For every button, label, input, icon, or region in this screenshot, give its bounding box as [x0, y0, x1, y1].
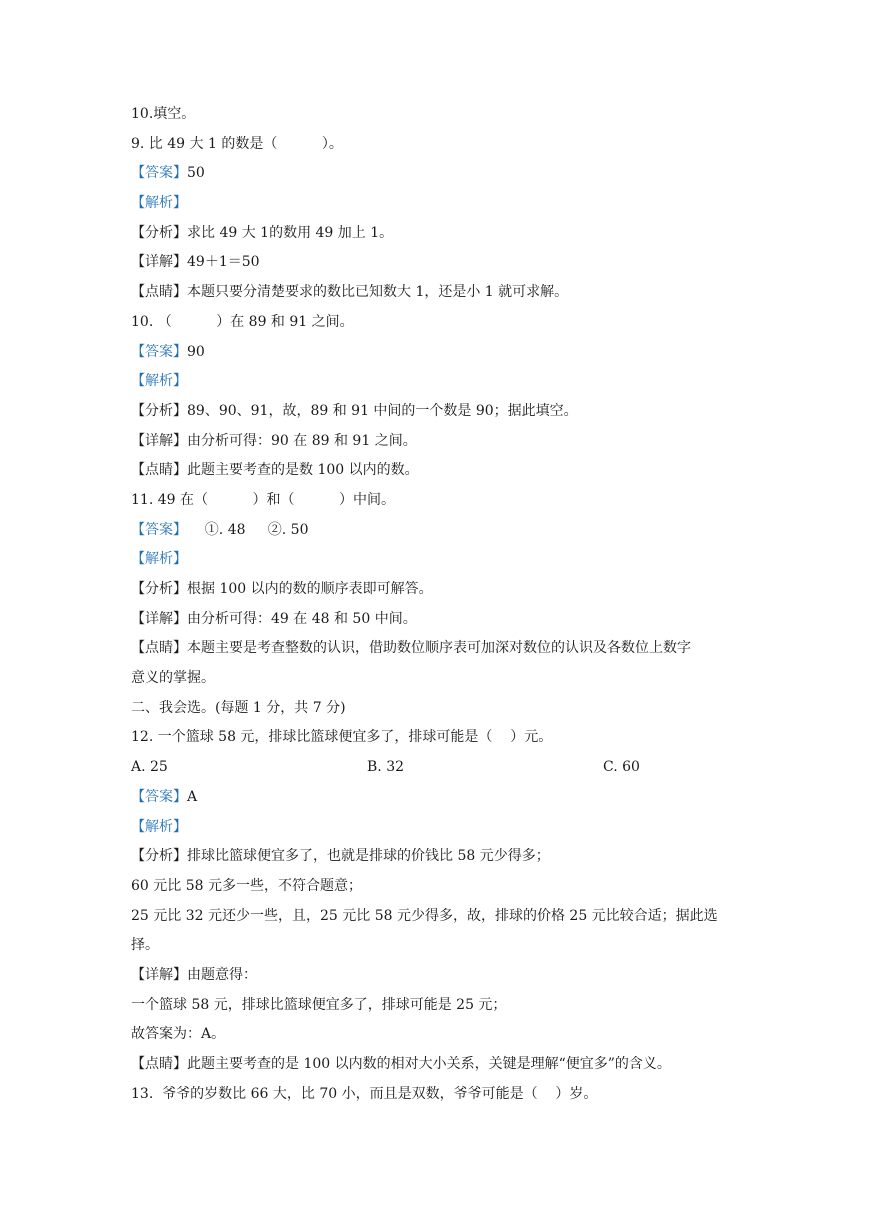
line-text: 【分析】根据 100 以内的数的顺序表即可解答。: [131, 581, 433, 597]
text-line: [131, 130, 751, 160]
line-text: 50: [187, 165, 205, 182]
line-text: 【点睛】本题主要是考查整数的认识，借助数位顺序表可加深对数位的认识及各数位上数字: [131, 640, 691, 657]
line-text: A: [187, 788, 198, 805]
document-page: [131, 100, 751, 1109]
text-line: [131, 842, 751, 872]
answer-option: A. 25: [131, 759, 168, 776]
text-line: [131, 664, 751, 694]
text-line: [131, 605, 751, 635]
line-text: 11. 49 在（ ）和（ ）中间。: [131, 491, 395, 508]
line-text: 一个篮球 58 元，排球比篮球便宜多了，排球可能是 25 元；: [131, 996, 507, 1013]
line-text: 12. 一个篮球 58 元，排球比篮球便宜多了，排球可能是（ ）元。: [131, 729, 553, 746]
text-line: [131, 278, 751, 308]
line-text: 【详解】49＋1＝50: [131, 254, 260, 271]
line-text: 90: [187, 343, 205, 360]
text-line: [131, 308, 751, 338]
line-text: 【点睛】此题主要考查的是 100 以内数的相对大小关系，关键是理解“便宜多”的含义。: [131, 1056, 671, 1072]
answer-options: [131, 753, 751, 783]
section-tag: 【解析】: [131, 195, 187, 212]
line-text: 【详解】由分析可得：49 在 48 和 50 中间。: [131, 610, 417, 627]
text-line: [131, 367, 751, 397]
line-text: 10. （ ）在 89 和 91 之间。: [131, 313, 354, 330]
section-tag: 【答案】: [131, 521, 187, 538]
line-text: 10.填空。: [131, 106, 196, 122]
line-text: 【分析】89、90、91，故，89 和 91 中间的一个数是 90；据此填空。: [131, 402, 578, 419]
text-line: [131, 159, 751, 189]
line-text: 二、我会选。(每题 1 分，共 7 分): [131, 699, 346, 716]
section-tag: 【解析】: [131, 551, 187, 568]
text-line: [131, 100, 751, 130]
line-text: 【详解】由分析可得：90 在 89 和 91 之间。: [131, 432, 417, 449]
text-line: [131, 1050, 751, 1080]
line-text: 25 元比 32 元还少一些，且，25 元比 58 元少得多，故，排球的价格 25 元比较合适；据此选: [131, 907, 718, 924]
text-line: [131, 991, 751, 1021]
text-line: [131, 813, 751, 843]
answer-option: C. 60: [603, 759, 640, 776]
line-text: 故答案为：A。: [131, 1026, 226, 1043]
text-line: [131, 961, 751, 991]
text-line: [131, 783, 751, 813]
answer-option: B. 32: [367, 759, 405, 776]
text-line: [131, 1020, 751, 1050]
text-line: [131, 516, 751, 546]
line-text: 60 元比 58 元多一些，不符合题意；: [131, 877, 362, 894]
text-line: [131, 219, 751, 249]
text-line: [131, 397, 751, 427]
line-text: 【点睛】此题主要考查的是数 100 以内的数。: [131, 462, 419, 479]
line-text: ①. 48 ②. 50: [187, 521, 309, 538]
text-line: [131, 456, 751, 486]
section-tag: 【答案】: [131, 165, 187, 182]
text-line: [131, 902, 751, 932]
section-tag: 【解析】: [131, 373, 187, 390]
text-line: [131, 634, 751, 664]
text-line: [131, 486, 751, 516]
text-line: [131, 872, 751, 902]
line-text: 【分析】排球比篮球便宜多了，也就是排球的价钱比 58 元少得多；: [131, 848, 550, 865]
text-line: [131, 575, 751, 605]
line-text: 择。: [131, 937, 159, 954]
text-line: [131, 427, 751, 457]
text-line: [131, 338, 751, 368]
text-line: [131, 1080, 751, 1110]
line-text: 【点睛】本题只要分清楚要求的数比已知数大 1，还是小 1 就可求解。: [131, 284, 569, 301]
line-text: 意义的掌握。: [131, 670, 215, 687]
text-line: [131, 723, 751, 753]
text-line: [131, 248, 751, 278]
text-line: [131, 694, 751, 724]
section-tag: 【解析】: [131, 818, 187, 835]
line-text: 13. 爷爷的岁数比 66 大，比 70 小，而且是双数，爷爷可能是（ ）岁。: [131, 1085, 598, 1102]
section-tag: 【答案】: [131, 343, 187, 360]
text-line: [131, 189, 751, 219]
line-text: 【详解】由题意得：: [131, 966, 257, 983]
line-text: 【分析】求比 49 大 1的数用 49 加上 1。: [131, 224, 394, 241]
line-text: 9. 比 49 大 1 的数是（ ）。: [131, 135, 343, 152]
section-tag: 【答案】: [131, 788, 187, 805]
text-line: [131, 545, 751, 575]
text-line: [131, 931, 751, 961]
